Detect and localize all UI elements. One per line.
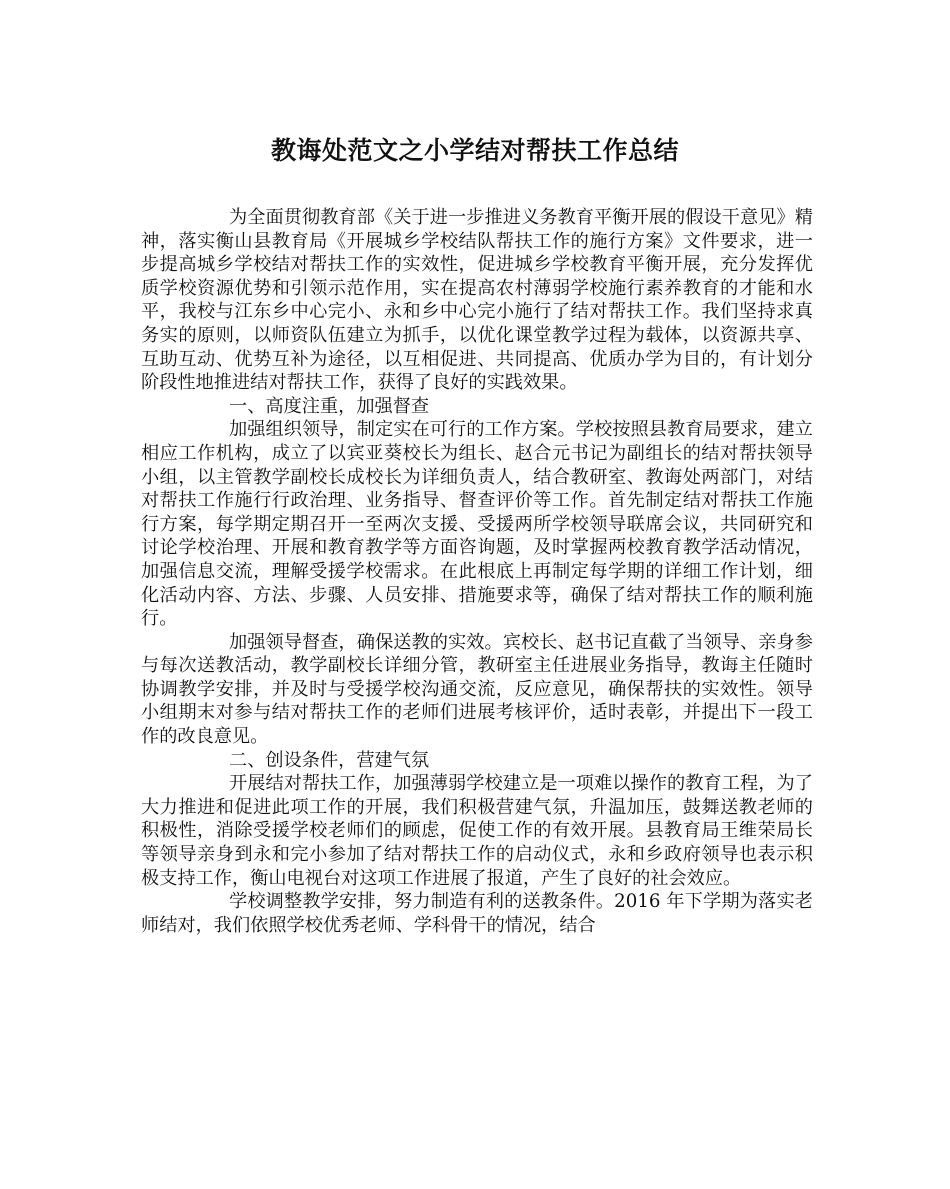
paragraph-intro: 为全面贯彻教育部《关于进一步推进义务教育平衡开展的假设干意见》精神，落实衡山县教育局《开展城乡学校结队帮扶工作的施行方案》文件要求，进一步提高城乡学校结对帮扶工作的实效性，促进城乡学校教育平衡开展，充分发挥优质学校资源优势和引领示范作用，实在提高农村薄弱学校施行素养教育的才能和水平，我校与江东乡中心完小、永和乡中心完小施行了结对帮扶工作。我们坚持求真务实的原则，以师资队伍建立为抓手，以优化课堂教学过程为载体，以资源共享、互助互动、优势互补为途径，以互相促进、共同提高、优质办学为目的，有计划分阶段性地推进结对帮扶工作，获得了良好的实践效果。 — [141, 207, 813, 394]
section-heading-2: 二、创设条件，营建气氛 — [229, 749, 430, 771]
paragraph-arrangement: 学校调整教学安排，努力制造有利的送教条件。2016 年下学期为落实老师结对，我们依照学校优秀老师、学科骨干的情况，结合 — [141, 891, 813, 936]
document-body — [141, 206, 813, 937]
paragraph-atmosphere: 开展结对帮扶工作，加强薄弱学校建立是一项难以操作的教育工程，为了大力推进和促进此项工作的开展，我们积极营建气氛，升温加压，鼓舞送教老师的积极性，消除受援学校老师们的顾虑，促使工作的有效开展。县教育局王维荣局长等领导亲身到永和完小参加了结对帮扶工作的启动仪式，永和乡政府领导也表示积极支持工作，衡山电视台对这项工作进展了报道，产生了良好的社会效应。 — [141, 773, 813, 889]
paragraph-organization: 加强组织领导，制定实在可行的工作方案。学校按照县教育局要求，建立相应工作机构，成立了以宾亚葵校长为组长、赵合元书记为副组长的结对帮扶领导小组，以主管教学副校长成校长为详细负责人，结合教研室、教诲处两部门，对结对帮扶工作施行行政治理、业务指导、督查评价等工作。首先制定结对帮扶工作施行方案，每学期定期召开一至两次支援、受援两所学校领导联席会议，共同研究和讨论学校治理、开展和教育教学等方面咨询题，及时掌握两校教育教学活动情况，加强信息交流，理解受援学校需求。在此根底上再制定每学期的详细工作计划，细化活动内容、方法、步骤、人员安排、措施要求等，确保了结对帮扶工作的顺利施行。 — [141, 419, 813, 630]
section-heading-1: 一、高度注重，加强督查 — [229, 395, 430, 417]
document-title: 教诲处范文之小学结对帮扶工作总结 — [270, 136, 679, 165]
paragraph-supervision: 加强领导督查，确保送教的实效。宾校长、赵书记直截了当领导、亲身参与每次送教活动，教学副校长详细分管，教研室主任进展业务指导，教诲主任随时协调教学安排，并及时与受援学校沟通交流，反应意见，确保帮扶的实效性。领导小组期末对参与结对帮扶工作的老师们进展考核评价，适时表彰，并提出下一段工作的改良意见。 — [141, 631, 813, 748]
